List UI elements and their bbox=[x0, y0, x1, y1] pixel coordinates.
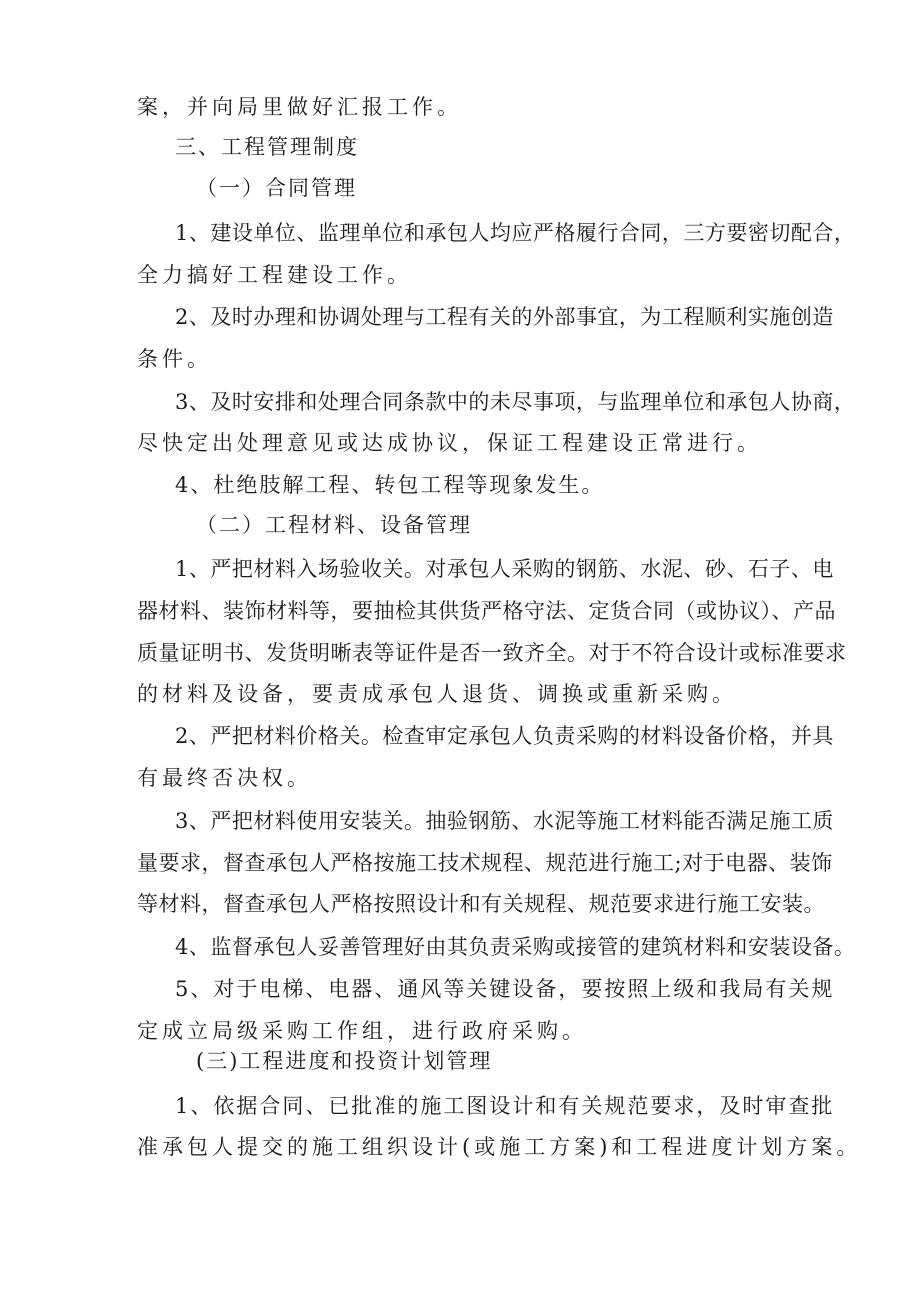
text-line: 准承包人提交的施工组织设计(或施工方案)和工程进度计划方案。 bbox=[137, 1135, 862, 1159]
text-line: 定成立局级采购工作组，进行政府采购。 bbox=[137, 1019, 587, 1043]
text-line: 条件。 bbox=[137, 347, 212, 371]
text-line: 等材料，督查承包人严格按照设计和有关规程、规范要求进行施工安装。 bbox=[137, 892, 825, 916]
text-line: 案，并向局里做好汇报工作。 bbox=[137, 95, 462, 119]
text-line: 全力搞好工程建设工作。 bbox=[137, 263, 412, 287]
text-line: 1、建设单位、监理单位和承包人均应严格履行合同，三方要密切配合， bbox=[175, 221, 856, 245]
text-line: 5、对于电梯、电器、通风等关键设备，要按照上级和我局有关规 bbox=[175, 977, 835, 1001]
text-line: 的材料及设备，要责成承包人退货、调换或重新采购。 bbox=[137, 682, 737, 706]
section-heading: 三、工程管理制度 bbox=[175, 135, 359, 159]
text-line: 尽快定出处理意见或达成协议，保证工程建设正常进行。 bbox=[137, 431, 762, 455]
text-line: 4、监督承包人妥善管理好由其负责采购或接管的建筑材料和安装设备。 bbox=[175, 935, 856, 959]
subsection-heading: （一）合同管理 bbox=[196, 176, 357, 200]
text-line: 4、杜绝肢解工程、转包工程等现象发生。 bbox=[175, 473, 605, 497]
subsection-heading: （二）工程材料、设备管理 bbox=[196, 513, 472, 537]
subsection-heading: (三)工程进度和投资计划管理 bbox=[196, 1049, 493, 1073]
text-line: 质量证明书、发货明晰表等证件是否一致齐全。对于不符合设计或标准要求 bbox=[137, 641, 847, 665]
text-line: 2、严把材料价格关。检查审定承包人负责采购的材料设备价格，并具 bbox=[175, 724, 834, 748]
text-line: 3、严把材料使用安装关。抽验钢筋、水泥等施工材料能否满足施工质 bbox=[175, 809, 834, 833]
text-line: 器材料、装饰材料等，要抽检其供货严格守法、定货合同（或协议）、产品 bbox=[137, 599, 836, 623]
text-line: 量要求，督查承包人严格按施工技术规程、规范进行施工;对于电器、装饰 bbox=[137, 851, 833, 875]
text-line: 1、依据合同、已批准的施工图设计和有关规范要求，及时审查批 bbox=[175, 1094, 835, 1118]
text-line: 有最终否决权。 bbox=[137, 766, 312, 790]
text-line: 1、严把材料入场验收关。对承包人采购的钢筋、水泥、砂、石子、电 bbox=[175, 557, 834, 581]
text-line: 3、及时安排和处理合同条款中的未尽事项，与监理单位和承包人协商， bbox=[175, 390, 856, 414]
text-line: 2、及时办理和协调处理与工程有关的外部事宜，为工程顺利实施创造 bbox=[175, 305, 834, 329]
